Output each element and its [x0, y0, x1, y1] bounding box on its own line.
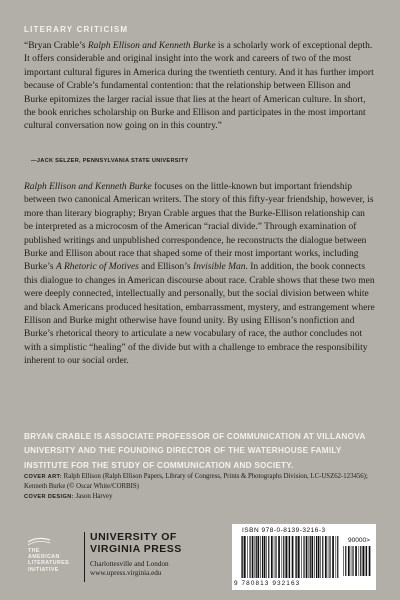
- barcode-bar: [271, 536, 273, 578]
- barcode-bar: [288, 536, 289, 578]
- desc-part-2: and Ellison’s: [138, 262, 193, 273]
- barcode-bar: [365, 546, 366, 576]
- cover-art-text: Ralph Ellison (Ralph Ellison Papers, Library of Congress, Prints & Photographs Division, LC-USZ62-123456); Kenneth Burke (© Oscar White/CORBIS): [24, 473, 368, 491]
- barcode-bar: [264, 536, 266, 578]
- cover-design-label: COVER DESIGN:: [24, 493, 74, 500]
- barcode-bar: [369, 546, 371, 576]
- isbn-text: ISBN 978-0-8139-3216-3: [242, 527, 326, 534]
- quote-attribution: —JACK SELZER, PENNSYLVANIA STATE UNIVERSITY: [31, 158, 189, 164]
- barcode-bar: [345, 546, 346, 576]
- barcode-bar: [260, 536, 261, 578]
- desc-part-1: focuses on the little-known but important friendship between two canonical American writers. The story of this fifty-year friendship, however, is more than literary biography; Bryan Crable argues that the Burke-Ellison relationship can be interpreted as a microcosm of the American “racial divide.” Through examination of published writings and unpublished correspondence, he reconstructs the dialogue between Burke and Ellison about race that shaped some of their most important works, including Burke’s: [24, 182, 374, 273]
- aai-line-1: THE: [28, 548, 40, 554]
- desc-part-3: . In addition, the book connects this dialogue to changes in American discourse about race. Crable shows that these two men were deeply connected, intellectually and personally, but the social division between white and black Americans produced hesitation, embarrassment, mystery, and estrangement where Ellison and Burke might otherwise have found unity. By using Ellison’s nonfiction and Burke’s rhetorical theory to articulate a new vocabulary of race, the author concludes not with a simplistic “healing” of the divide but with a challenge to embrace the responsibility inherent to our social order.: [24, 262, 375, 367]
- barcode-bar: [351, 546, 352, 576]
- barcode-bar: [268, 536, 269, 578]
- cover-design-text: Jason Harvey: [73, 492, 113, 500]
- cover-credits: [24, 472, 376, 502]
- barcode-bar: [296, 536, 297, 578]
- publisher-name: [90, 531, 182, 555]
- barcode-bar: [360, 546, 361, 576]
- desc-book-title: Ralph Ellison and Kenneth Burke: [24, 182, 152, 192]
- barcode-bar: [301, 536, 302, 578]
- barcode-bar: [310, 536, 311, 578]
- aai-line-4: INITIATIVE: [28, 566, 59, 573]
- cover-art-label: COVER ART:: [24, 474, 62, 480]
- barcode-bar: [318, 536, 320, 578]
- barcode-bar: [303, 536, 304, 578]
- desc-work-1: A Rhetoric of Motives: [55, 262, 139, 273]
- barcode-bar: [306, 536, 308, 578]
- barcode-bar: [247, 536, 248, 578]
- barcode-bar: [285, 536, 287, 578]
- blurb-quote: [24, 40, 376, 134]
- quote-book-title: Ralph Ellison and Kenneth Burke: [87, 41, 216, 51]
- barcode-bar: [343, 546, 344, 576]
- barcode-bar: [366, 546, 367, 576]
- barcode-bar: [355, 546, 357, 576]
- barcode-bar: [329, 536, 330, 578]
- barcode-bar: [292, 536, 294, 578]
- barcode-bar: [359, 546, 360, 576]
- aai-wordmark: [28, 548, 84, 573]
- barcode-bar: [249, 536, 250, 578]
- barcode-bar: [278, 536, 280, 578]
- barcode-bar: [242, 536, 243, 578]
- barcode-bar: [309, 536, 310, 578]
- barcode-bar: [332, 536, 334, 578]
- barcode-bar: [256, 536, 257, 578]
- logo-divider: [84, 532, 85, 582]
- barcode-bar: [275, 536, 276, 578]
- barcode-bar: [362, 546, 364, 576]
- barcode-bar: [322, 536, 323, 578]
- cover-art-credit: [24, 472, 376, 492]
- publisher-city: Charlottesville and London: [90, 560, 169, 568]
- barcode-bar: [282, 536, 283, 578]
- price-code: 90000>: [348, 537, 370, 544]
- barcode-bar: [337, 536, 338, 578]
- barcode-bar: [352, 546, 353, 576]
- quote-body: is a scholarly work of exceptional depth. It offers considerable and original insight into the work and careers of two of the most important cultural figures in America during the twentieth century. And it has further import because of Crable’s fundamental contention: that the relationship between Ellison and Burke epitomizes the larger racial issue that lies at the heart of American culture. In short, the book enriches scholarship on Burke and Ellison and participates in the most important cultural conversation now going on in this country.”: [24, 41, 374, 132]
- barcode-bar: [274, 536, 275, 578]
- ean-barcode: [240, 536, 340, 579]
- category-label: LITERARY CRITICISM: [24, 25, 129, 34]
- desc-work-2: Invisible Man: [192, 262, 246, 273]
- barcode-bar: [320, 536, 321, 578]
- barcode-bar: [336, 536, 337, 578]
- barcode-bar: [311, 536, 313, 578]
- barcode-bar: [325, 536, 327, 578]
- price-addon-barcode: [342, 546, 372, 576]
- aai-line-3: LITERATURES: [28, 560, 70, 567]
- author-bio: BRYAN CRABLE IS ASSOCIATE PROFESSOR OF COMMUNICATION AT VILLANOVA UNIVERSITY AND THE FOUNDING DIRECTOR OF THE WATERHOUSE FAMILY INSTITUTE FOR THE STUDY OF COMMUNICATION AND SOCIETY.: [24, 432, 366, 470]
- barcode-digits: 9 780813 932163: [234, 580, 301, 587]
- barcode-bar: [241, 536, 242, 578]
- barcode-bar: [289, 536, 290, 578]
- barcode-bar: [298, 536, 300, 578]
- quote-open: “Bryan Crable’s: [24, 41, 88, 51]
- barcode-bar: [283, 536, 284, 578]
- barcode-bar: [314, 536, 315, 578]
- barcode-bar: [348, 546, 350, 576]
- barcode-bar: [266, 536, 267, 578]
- barcode-bar: [262, 536, 263, 578]
- aai-line-2: AMERICAN: [28, 554, 60, 561]
- cover-design-credit: [24, 492, 376, 502]
- barcode-bar: [328, 536, 329, 578]
- publisher-url: www.upress.virginia.edu: [90, 569, 162, 577]
- barcode-bar: [257, 536, 259, 578]
- publisher-name-line-2: VIRGINIA PRESS: [90, 543, 182, 555]
- barcode-panel: [232, 524, 376, 590]
- publisher-location: [90, 560, 169, 578]
- barcode-bar: [295, 536, 296, 578]
- barcode-bar: [255, 536, 256, 578]
- barcode-bar: [244, 536, 246, 578]
- book-description: [24, 181, 376, 369]
- barcode-bar: [252, 536, 254, 578]
- publisher-name-line-1: UNIVERSITY OF: [90, 531, 177, 543]
- barcode-bar: [316, 536, 317, 578]
